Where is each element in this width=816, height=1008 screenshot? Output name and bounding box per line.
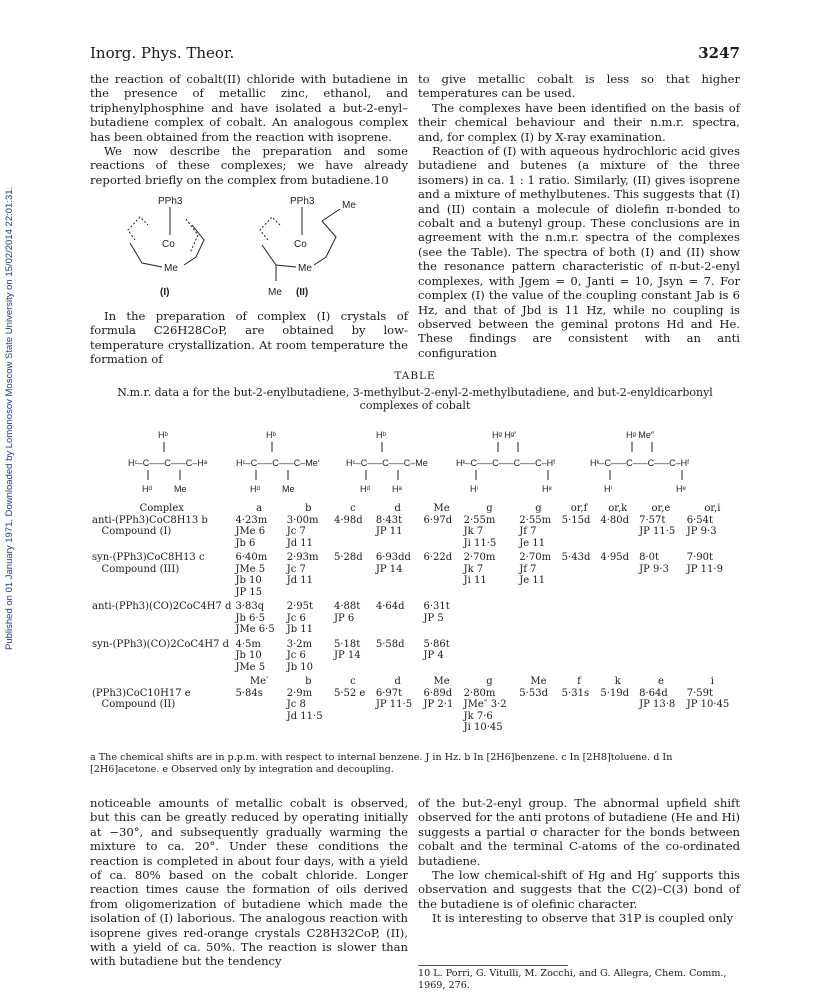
column-header: g xyxy=(486,503,493,514)
table-cell: 2·70m Jk 7 Ji 11 xyxy=(463,552,496,586)
complex-label: (I) xyxy=(160,287,170,298)
table-cell: 5·53d xyxy=(519,687,548,699)
table-cell xyxy=(685,601,740,636)
row-spacer xyxy=(90,734,740,737)
methyl-label: Me xyxy=(268,287,282,298)
svg-text:Hᵍ Me″: Hᵍ Me″ xyxy=(626,430,655,440)
footnote-divider xyxy=(418,965,568,966)
column-header: g xyxy=(535,503,542,514)
metal-label: Co xyxy=(294,239,307,250)
column-header: Me xyxy=(433,503,450,514)
svg-text:Hᵈ: Hᵈ xyxy=(360,484,370,494)
methyl-label: Me xyxy=(298,263,312,274)
download-watermark xyxy=(4,90,18,650)
table-cell: 6·89d JP 2·1 xyxy=(423,687,454,710)
table-cell: 3·83q Jb 6·5 JMe 6·5 xyxy=(235,601,275,635)
table-cell xyxy=(637,639,685,674)
paragraph: The complexes have been identified on the basis of their chemical behaviour and their n.m.r. spectra, and, for complex (I) by X-ray examination. xyxy=(418,100,740,144)
paragraph: Reaction of (I) with aqueous hydrochloric acid gives butadiene and butenes (a mixture of the three isomers) in ca. 1 : 1 ratio. Similarly, (II) gives isoprene and a mixture of methylbutenes. This suggests that (I) and (II) contain a molecule of diolefin π-bonded to cobalt and a butenyl group. These conclusions are in agreement with the n.m.r. spectra of the complexes (see the Table). The spectra of both (I) and (II) show the resonance pattern characteristic of π-but-2-enyl complexes, with Jgem = 0, Janti = 10, Jsyn = 7. For complex (I) the value of the coupling constant Jab is 6 Hz, and that of Jbd is 11 Hz, while no coupling is observed between the geminal protons Hd and He. These findings are consistent with an anti configuration xyxy=(418,144,740,360)
table-row xyxy=(90,515,740,550)
complex-label: (II) xyxy=(296,287,309,298)
paragraph: In the preparation of complex (I) crystals of formula C26H28CoP, are obtained by low-temperature crystallization. At room temperature the formation of xyxy=(90,309,408,367)
diene-ligand xyxy=(314,221,336,265)
table-cell: 4·64d xyxy=(375,601,405,612)
methyl-label: Me xyxy=(164,263,178,274)
table-footnote: a The chemical shifts are in p.p.m. with respect to internal benzene. J in Hz. b In [2H6]benzene. c In [2H8]toluene. d In [2H6]acetone. e Observed only by integration and decoupling. xyxy=(90,752,673,775)
column-header xyxy=(90,676,233,688)
column-header: or,e xyxy=(651,503,671,514)
butenyl-ligand xyxy=(262,245,296,267)
svg-text:Hᶜ–C–––C–––C–Hᵃ: Hᶜ–C–––C–––C–Hᵃ xyxy=(128,458,208,468)
table-cell: 6·22d xyxy=(423,552,453,563)
table-structures xyxy=(110,424,730,502)
page-number: 3247 xyxy=(698,44,740,62)
table-cell: 8·43t JP 11 xyxy=(375,514,403,537)
table-cell xyxy=(560,639,599,674)
table-cell: 2·95t Jc 6 Jb 11 xyxy=(286,601,314,635)
paragraph: The low chemical-shift of Hg and Hg′ supports this observation and suggests that the C(2)–C(3) bond of the butadiene is of olefinic character. xyxy=(418,868,740,911)
svg-text:Hᵏ–C–––C–––C–––C–Hᶠ: Hᵏ–C–––C–––C–––C–Hᶠ xyxy=(456,458,556,468)
column-header: c xyxy=(350,676,356,687)
table-cell: 4·95d xyxy=(600,552,630,563)
table-cell: 6·93dd JP 14 xyxy=(375,552,411,575)
table-cell: 2·70m Jf 7 Je 11 xyxy=(519,552,552,586)
paragraph: It is interesting to observe that 31P is coupled only xyxy=(432,911,734,926)
table-cell: 6·31t JP 5 xyxy=(423,601,450,624)
column-header: k xyxy=(614,676,621,687)
table-cell: 5·52 e xyxy=(333,687,366,699)
table-row xyxy=(90,552,740,598)
svg-text:Hᵃ: Hᵃ xyxy=(392,484,402,494)
column-header: or,i xyxy=(704,503,721,514)
svg-text:Hᵇ: Hᵇ xyxy=(376,430,386,440)
ligand-label: PPh3 xyxy=(290,196,315,207)
table-cell: 6·97d xyxy=(423,514,453,526)
table-cell: 3·2m Jc 6 Jb 10 xyxy=(286,638,314,673)
complex-name: syn-(PPh3)(CO)2CoC4H7 d xyxy=(92,638,230,650)
butenyl-ligand xyxy=(130,243,162,267)
butenyl-ligand xyxy=(128,217,148,240)
table-cell: 5·43d xyxy=(561,552,591,563)
table-cell: 5·84s xyxy=(235,687,263,699)
methyl-bond xyxy=(322,209,340,221)
svg-text:Hᵍ Hᵍ′: Hᵍ Hᵍ′ xyxy=(492,430,516,440)
table-cell: 7·90t JP 11·9 xyxy=(686,552,723,575)
paragraph: We now describe the preparation and some reactions of these complexes; we have already reported briefly on the complex from butadiene.10 xyxy=(90,144,408,187)
table-caption: N.m.r. data a for the but-2-enylbutadiene, 3-methylbut-2-enyl-2-methylbutadiene, and but-2-enyldicarbonyl complexes of cobalt xyxy=(117,386,713,412)
reference-10: 10 L. Porri, G. Vitulli, M. Zocchi, and G. Allegra, Chem. Comm., 1969, 276. xyxy=(418,968,727,991)
table-cell: 6·54t JP 9·3 xyxy=(686,514,717,537)
table-header-row xyxy=(90,676,740,688)
table-cell: 5·19d xyxy=(600,687,630,699)
table-cell: 2·9m Jc 8 Jd 11·5 xyxy=(286,687,323,722)
column-header: or,k xyxy=(608,503,628,514)
nmr-data-table xyxy=(90,503,740,737)
table-cell xyxy=(685,639,740,674)
ligand-label: PPh3 xyxy=(158,196,183,207)
table-cell: 3·00m Jc 7 Jd 11 xyxy=(286,514,319,549)
column-header: d xyxy=(394,676,401,687)
table-cell: 8·0t JP 9·3 xyxy=(639,552,669,575)
butenyl-ligand xyxy=(260,217,280,240)
svg-text:Hᶜ–C–––C–––C–Me′: Hᶜ–C–––C–––C–Me′ xyxy=(236,458,320,468)
table-cell: 5·58d xyxy=(375,638,405,650)
paragraph: of the but-2-enyl group. The abnormal upfield shift observed for the anti protons of butadiene (He and Hi) suggests a partial σ character for the bonds between cobalt and the terminal C-atoms of the co-ordinated butadiene. xyxy=(418,796,740,868)
table-row xyxy=(90,601,740,636)
table-cell: 5·28d xyxy=(333,552,363,563)
column-header: Me xyxy=(433,676,450,687)
table-cell: 5·86t JP 4 xyxy=(423,638,450,661)
svg-text:Hᵉ: Hᵉ xyxy=(542,484,552,494)
column-header: g xyxy=(486,676,493,687)
structure-formulae-svg xyxy=(110,424,730,502)
table-cell: 2·80m JMe″ 3·2 Jk 7·6 Ji 10·45 xyxy=(463,687,507,733)
structures-svg xyxy=(100,195,420,300)
table-cell xyxy=(560,601,599,636)
table-header-row xyxy=(90,503,740,515)
paragraph: the reaction of cobalt(II) chloride with butadiene in the presence of metallic zinc, ethanol, and triphenylphosphine and have isolated a but-2-enyl–butadiene complex of cobalt. An analogous complex has been obtained from the reaction with isoprene. xyxy=(90,72,408,144)
column-header: b xyxy=(305,676,312,687)
metal-label: Co xyxy=(162,239,175,250)
svg-text:Hᵇ: Hᵇ xyxy=(266,430,276,440)
paragraph: to give metallic cobalt is less so that higher temperatures can be used. xyxy=(418,72,740,101)
bottom-right-column xyxy=(418,796,740,926)
table-cell xyxy=(598,601,637,636)
bottom-left-column xyxy=(90,796,408,969)
complex-name: syn-(PPh3)CoC8H13 c Compound (III) xyxy=(92,552,205,575)
table-cell: 7·57t JP 11·5 xyxy=(639,514,676,537)
complex-structures-figure xyxy=(100,195,420,298)
table-cell: 6·40m JMe 5 Jb 10 JP 15 xyxy=(235,552,268,598)
svg-text:Hᵈ: Hᵈ xyxy=(250,484,260,494)
column-header: d xyxy=(394,503,401,514)
table-cell xyxy=(517,639,559,674)
column-header: b xyxy=(305,503,312,514)
complex-name: anti-(PPh3)CoC8H13 b Compound (I) xyxy=(92,514,208,537)
column-header: c xyxy=(350,503,356,514)
table-cell xyxy=(462,639,518,674)
complex-name: (PPh3)CoC10H17 e Compound (II) xyxy=(92,687,191,710)
column-header: Me xyxy=(530,676,547,687)
table-row xyxy=(90,639,740,674)
svg-text:Hᵉ: Hᵉ xyxy=(676,484,686,494)
svg-text:Hᵏ–C–––C–––C–––C–Hᶠ: Hᵏ–C–––C–––C–––C–Hᶠ xyxy=(590,458,690,468)
complex-name: anti-(PPh3)(CO)2CoC4H7 d xyxy=(92,601,232,612)
structure-butenyl-1 xyxy=(128,430,208,494)
svg-text:Me: Me xyxy=(282,484,295,494)
table-cell xyxy=(637,601,685,636)
table-cell: 4·5m Jb 10 JMe 5 xyxy=(235,638,266,673)
table-cell: 4·80d xyxy=(600,514,630,526)
svg-text:Hᵇ: Hᵇ xyxy=(158,430,168,440)
table-row xyxy=(90,688,740,734)
top-left-column-cont xyxy=(90,309,408,367)
table-cell: 2·55m Jk 7 Ji 11·5 xyxy=(463,514,497,549)
svg-text:Hᵈ: Hᵈ xyxy=(142,484,152,494)
column-header: Complex xyxy=(139,503,184,514)
table-cell: 5·18t JP 14 xyxy=(333,638,361,661)
structure-butenyl-3 xyxy=(346,430,428,494)
structure-butenyl-2 xyxy=(236,430,320,494)
column-header: i xyxy=(710,676,714,687)
table-title: TABLE xyxy=(394,370,436,382)
butadiene-ligand xyxy=(184,225,204,265)
table-cell xyxy=(462,601,518,636)
top-left-column xyxy=(90,72,408,187)
paragraph: noticeable amounts of metallic cobalt is observed, but this can be greatly reduced by operating initially at −30°, and subsequently gradually warming the mixture to ca. 20°. Under these conditions the reaction is completed in about four days, with a yield of ca. 80% based on the cobalt chloride. Longer reaction times cause the formation of oils derived from oligomerization of butadiene which made the isolation of (I) laborious. The analogous reaction with isoprene gives red-orange crystals C28H32CoP, (II), with a yield of ca. 50%. The reaction is slower than with butadiene but the tendency xyxy=(90,796,408,969)
table-cell: 2·93m Jc 7 Jd 11 xyxy=(286,552,319,586)
methyl-label: Me xyxy=(342,200,356,211)
table-cell: 5·31s xyxy=(561,687,590,699)
column-header: f xyxy=(577,676,581,687)
svg-text:Hⁱ: Hⁱ xyxy=(470,484,479,494)
table-cell: 6·97t JP 11·5 xyxy=(375,687,413,710)
table-cell xyxy=(598,639,637,674)
page-header xyxy=(90,44,740,66)
table-cell xyxy=(517,601,559,636)
table-cell: 8·64d JP 13·8 xyxy=(639,687,676,710)
column-header: e xyxy=(657,676,664,687)
structure-isoprene xyxy=(590,430,689,494)
svg-text:Me: Me xyxy=(174,484,187,494)
table-cell: 5·15d xyxy=(561,514,591,526)
journal-name: Inorg. Phys. Theor. xyxy=(90,44,235,62)
butadiene-ligand xyxy=(186,219,198,253)
nmr-table xyxy=(90,503,740,737)
table-cell: 7·59t JP 10·45 xyxy=(686,687,730,710)
column-header: a xyxy=(256,503,263,514)
column-header: or,f xyxy=(570,503,588,514)
table-cell: 4·88t JP 6 xyxy=(333,601,361,624)
watermark-text: Published on 01 January 1971. Downloaded by Lomonosov Moscow State University on 15/02/2014 22:01:31. xyxy=(4,186,15,650)
top-right-column xyxy=(418,72,740,360)
structure-butadiene xyxy=(456,430,555,494)
table-cell: 4·23m JMe 6 Jb 6 xyxy=(235,514,268,549)
column-header: Me′ xyxy=(249,676,269,687)
table-cell: 2·55m Jf 7 Je 11 xyxy=(519,514,552,549)
svg-text:Hᶜ–C–––C–––C–Me: Hᶜ–C–––C–––C–Me xyxy=(346,458,428,468)
svg-text:Hⁱ: Hⁱ xyxy=(604,484,613,494)
table-cell: 4·98d xyxy=(333,514,363,526)
